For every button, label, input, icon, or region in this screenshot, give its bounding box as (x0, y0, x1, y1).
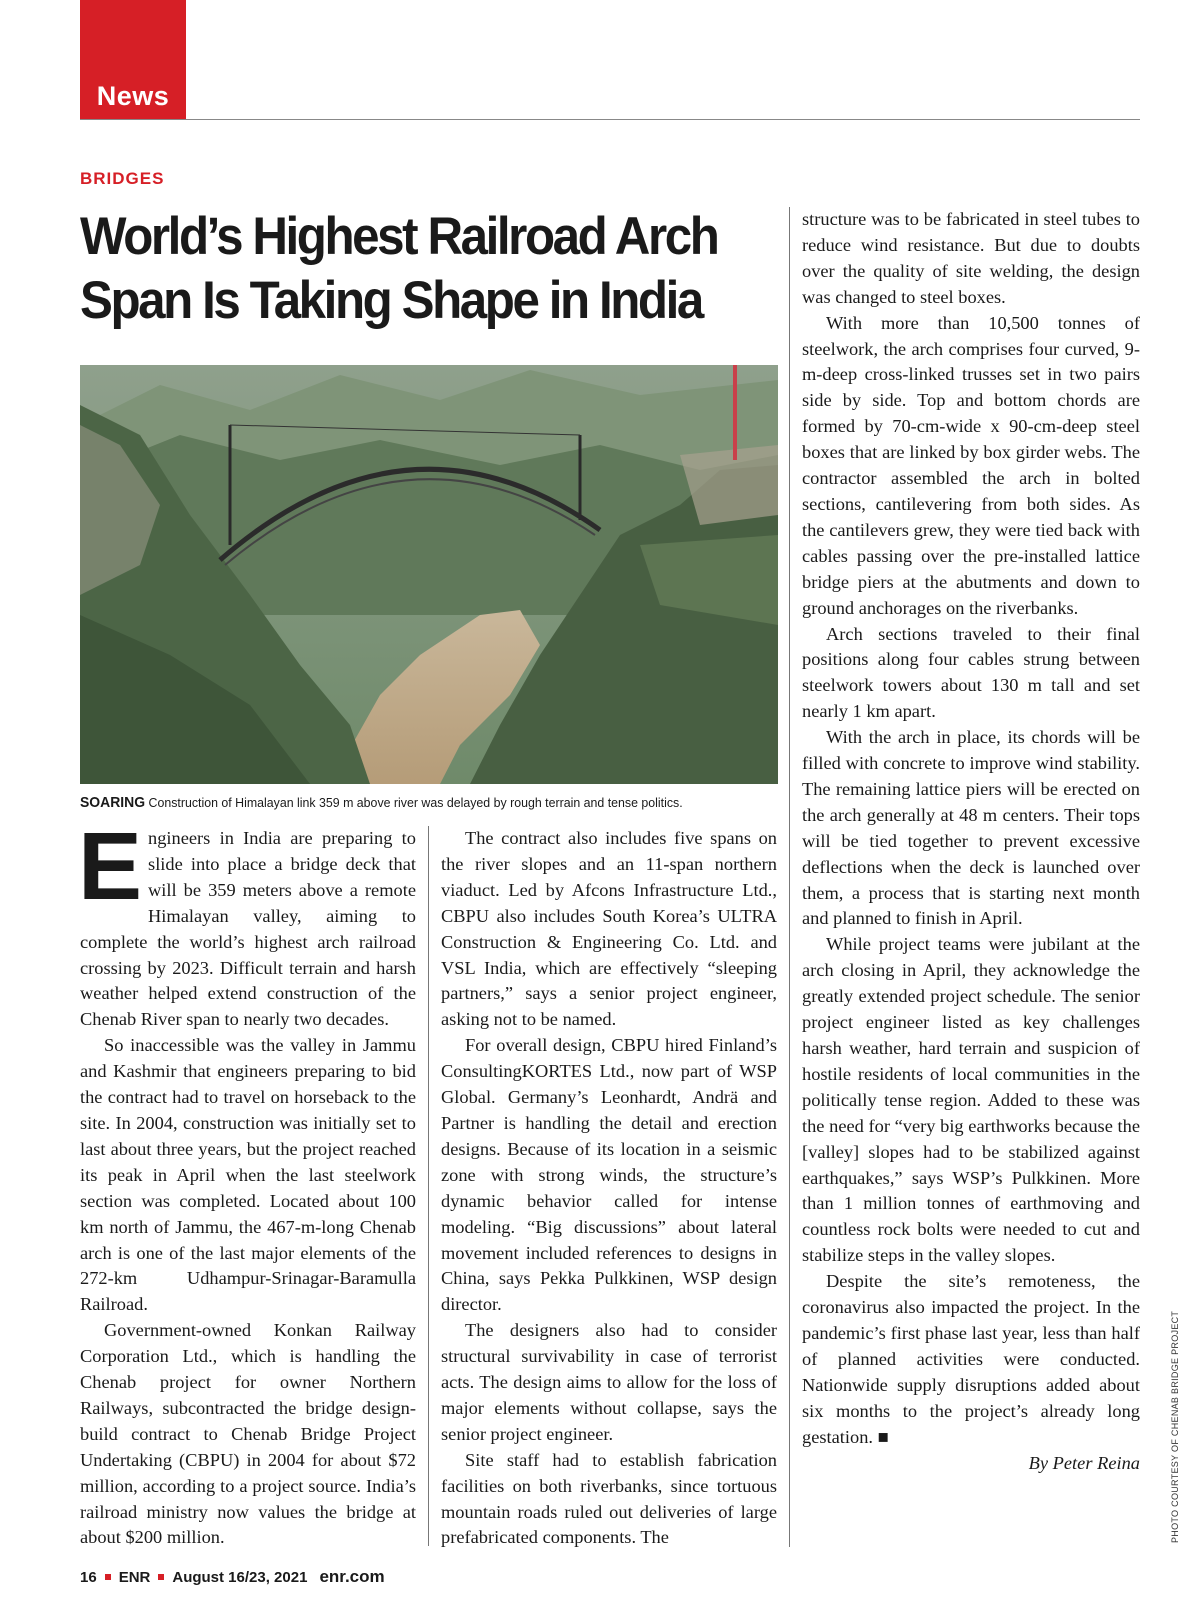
caption-lead: SOARING (80, 794, 146, 811)
paragraph: With more than 10,500 tonnes of steelwork, the arch comprises four curved, 9-m-deep cross-linked trusses set in two pairs side by side. Top and bottom chords are formed by 70-cm-wide x 90-cm-deep steel boxes that are linked by box girder webs. The contractor assembled the arch in bolted sections, cantilevering from both sides. As the cantilevers grew, they were tied back with cables passing over the pre-installed lattice bridge piers at the abutments and down to ground anchorages on the riverbanks. (802, 312, 1140, 618)
page-footer (80, 1567, 385, 1587)
paragraph: Site staff had to establish fabrication facilities on both riverbanks, since tortuous mountain roads ruled out deliveries of large prefabricated components. The (441, 1449, 777, 1548)
column-3 (802, 207, 1140, 1476)
separator-square (158, 1574, 164, 1580)
drop-cap: E (78, 813, 143, 920)
headline: World’s Highest Railroad Arch Span Is Taking Shape in India (80, 207, 718, 330)
column-divider (428, 826, 429, 1546)
page-number: 16 (80, 1568, 97, 1586)
column-1 (78, 813, 416, 1551)
section-label: BRIDGES (80, 169, 165, 188)
news-tab: News (80, 0, 186, 120)
paragraph: With the arch in place, its chords will be filled with concrete to improve wind stability. The remaining lattice piers will be erected on the arch generally at 48 m centers. Their tops will be tied together to prevent excessive deflections when the deck is launched over them, a process that is starting next month and planned to finish in April. (802, 727, 1140, 929)
site-url: enr.com (319, 1567, 385, 1586)
paragraph: While project teams were jubilant at the arch closing in April, they acknowledge the greatly extended project schedule. The senior project engineer listed as key challenges harsh weather, hard terrain and suspicion of hostile residents of local communities in the politically tense region. Added to these was the need for “very big earthworks because the [valley] slopes had to be stabilized against earthquakes,” says WSP’s Pulkkinen. More than 1 million tonnes of earthmoving and countless rock bolts were needed to cut and stabilize steps in the valley slopes. (802, 934, 1140, 1266)
paragraph: So inaccessible was the valley in Jammu and Kashmir that engineers preparing to bid the contract had to travel on horseback to the site. In 2004, construction was initially set to last about three years, but the project reached its peak in April when the last steelwork section was completed. Located about 100 km north of Jammu, the 467-m-long Chenab arch is one of the last major elements of the 272-km Udhampur-Srinagar-Baramulla Railroad. (80, 1035, 416, 1315)
magazine-name: ENR (118, 1568, 151, 1586)
paragraph: Arch sections traveled to their final positions along four cables strung between steelwork towers about 130 m tall and set nearly 1 km apart. (802, 623, 1140, 722)
column-2 (441, 826, 777, 1551)
paragraph: For overall design, CBPU hired Finland’s ConsultingKORTES Ltd., now part of WSP Global. Germany’s Leonhardt, Andrä and Partner is handling the detail and erection designs. Because of its location in a seismic zone with strong winds, the structure’s dynamic behavior called for intense modeling. “Big discussions” about lateral movement included references to designs in China, says Pekka Pulkkinen, WSP design director. (441, 1035, 777, 1315)
paragraph: Engineers in India are preparing to slide into place a bridge deck that will be 359 meters above a remote Himalayan valley, aiming to complete the world’s highest arch railroad crossing by 2023. Difficult terrain and harsh weather helped extend construction of the Chenab River span to nearly two decades. (78, 813, 416, 1030)
byline: By Peter Reina (1028, 1452, 1140, 1473)
paragraph: Despite the site’s remoteness, the coronavirus also impacted the project. In the pandemic’s first phase last year, less than half of planned activities were conducted. Nationwide supply disruptions added about six months to the project’s already long gestation. ■ (802, 1271, 1140, 1447)
paragraph: Government-owned Konkan Railway Corporation Ltd., which is handling the Chenab project for owner Northern Railways, subcontracted the bridge design-build contract to Chenab Bridge Project Undertaking (CBPU) in 2004 for about $72 million, according to a project source. India’s railroad ministry now values the bridge at about $200 million. (80, 1320, 416, 1548)
paragraph: The contract also includes five spans on the river slopes and an 11-span northern viaduct. Led by Afcons Infrastructure Ltd., CBPU also includes South Korea’s ULTRA Construction & Engineering Co. Ltd. and VSL India, which are effectively “sleeping partners,” says a senior project engineer, asking not to be named. (441, 828, 777, 1030)
photo-credit: PHOTO COURTESY OF CHENAB BRIDGE PROJECT (1170, 1310, 1180, 1543)
bridge-photo (80, 365, 778, 784)
paragraph: The designers also had to consider structural survivability in case of terrorist acts. The design aims to allow for the loss of major elements without collapse, says the senior project engineer. (441, 1320, 777, 1444)
issue-date: August 16/23, 2021 (172, 1568, 308, 1586)
paragraph: structure was to be fabricated in steel tubes to reduce wind resistance. But due to doubts over the quality of site welding, the design was changed to steel boxes. (802, 209, 1140, 307)
photo-caption (80, 795, 731, 811)
separator-square (105, 1574, 111, 1580)
top-rule (80, 119, 1140, 120)
caption-text: Construction of Himalayan link 359 m above river was delayed by rough terrain and tense politics. (145, 795, 683, 810)
column-divider (789, 207, 790, 1547)
